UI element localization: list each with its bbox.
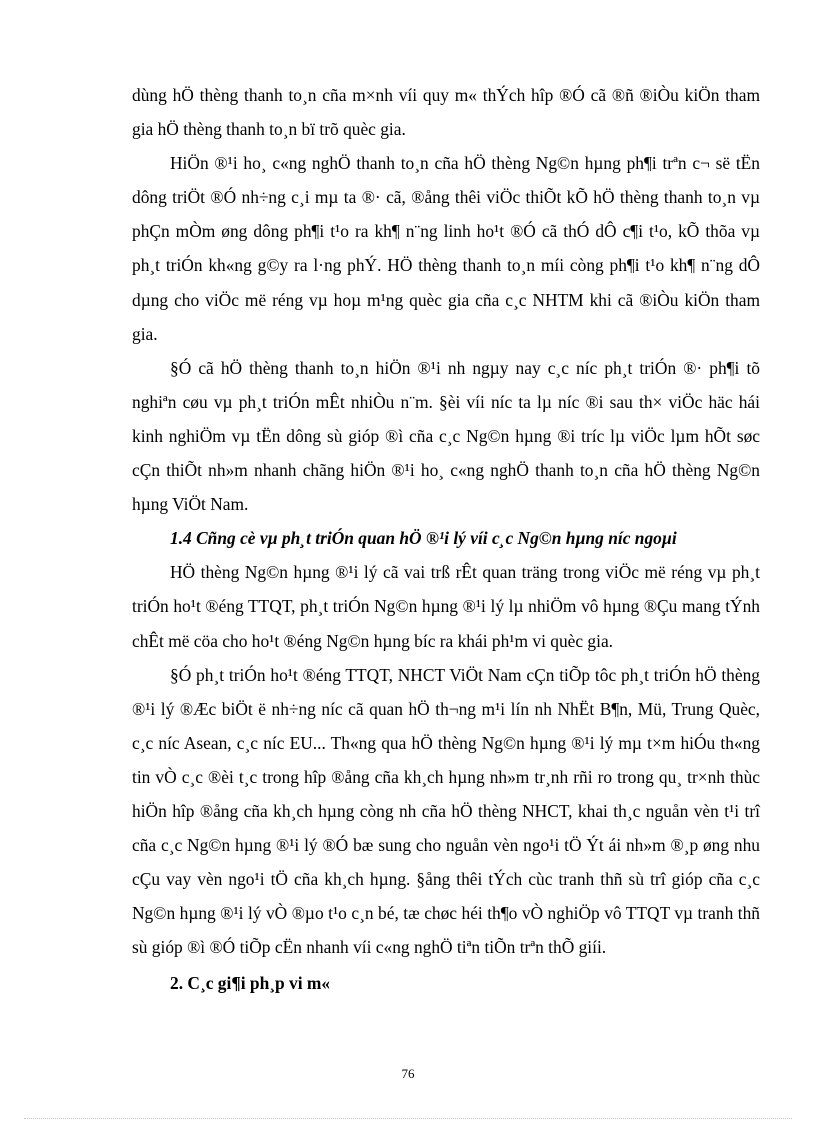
paragraph: §Ó ph¸t triÓn ho¹t ®éng TTQT, NHCT ViÖt Nam cÇn tiÕp tôc ph¸t triÓn hÖ thèng ®¹i lý ®Æc biÖt ë nh÷ng níc cã quan hÖ th¬ng m¹i lín nh NhËt B¶n, Mü, Trung Quèc, c¸c níc Asean, c¸c níc EU... Th«ng qua hÖ thèng Ng©n hµng ®¹i lý mµ t×m hiÓu th«ng tin vÒ c¸c ®èi t¸c trong hîp ®ång cña kh¸ch hµng nh»m tr¸nh rñi ro trong qu¸ tr×nh thùc hiÖn hîp ®ång cña kh¸ch hµng còng nh cña hÖ thèng NHCT, khai th¸c nguån vèn t¹i trî cña c¸c Ng©n hµng ®¹i lý ®Ó bæ sung cho nguån vèn ngo¹i tÖ Ýt ái nh»m ®¸p øng nhu cÇu vay vèn ngo¹i tÖ cña kh¸ch hµng. §ång thêi tÝch cùc tranh thñ sù trî gióp cña c¸c Ng©n hµng ®¹i lý vÒ ®µo t¹o c¸n bé, tæ chøc héi th¶o vÒ nghiÖp vô TTQT vµ tranh thñ sù gióp ®ì ®Ó tiÕp cËn nhanh víi c«ng nghÖ tiªn tiÕn trªn thÕ giíi.	[132, 664, 760, 958]
paragraph: §Ó cã hÖ thèng thanh to¸n hiÖn ®¹i nh ngµy nay c¸c níc ph¸t triÓn ®· ph¶i tõ nghiªn cøu vµ ph¸t triÓn mÊt nhiÒu n¨m. §èi víi níc ta lµ níc ®i sau th× viÖc häc hái kinh nghiÖm vµ tËn dông sù gióp ®ì cña c¸c Ng©n hµng ®i tríc lµ viÖc lµm hÕt søc cÇn thiÕt nh»m nhanh chãng hiÖn ®¹i ho¸ c«ng nghÖ thanh to¸n cña hÖ thèng Ng©n hµng ViÖt Nam.	[132, 357, 760, 515]
subheading: 2. C¸c gi¶i ph¸p vi m«	[170, 973, 331, 994]
section-heading: 1.4 Cñng cè vµ ph¸t triÓn quan hÖ ®¹i lý víi c¸c Ng©n hµng níc ngoµi	[170, 528, 677, 549]
paragraph: HiÖn ®¹i ho¸ c«ng nghÖ thanh to¸n cña hÖ thèng Ng©n hµng ph¶i trªn c¬ së tËn dông triÖt ®Ó nh÷ng c¸i mµ ta ®· cã, ®ång thêi viÖc thiÕt kÕ hÖ thèng thanh to¸n vµ phÇn mÒm øng dông ph¶i t¹o ra kh¶ n¨ng linh ho¹t ®Ó cã thÓ dÔ c¶i t¹o, kÕ thõa vµ ph¸t triÓn kh«ng g©y ra l·ng phÝ. HÖ thèng thanh to¸n míi còng ph¶i t¹o kh¶ n¨ng dÔ dµng cho viÖc më réng vµ hoµ m¹ng quèc gia cña c¸c NHTM khi cã ®iÒu kiÖn tham gia.	[132, 153, 760, 344]
paragraph-continued: dùng hÖ thèng thanh to¸n cña m×nh víi quy m« thÝch hîp ®Ó cã ®ñ ®iÒu kiÖn tham gia hÖ thèng thanh to¸n bï trõ quèc gia.	[132, 85, 760, 140]
page-number: 76	[401, 1066, 415, 1081]
paragraph: HÖ thèng Ng©n hµng ®¹i lý cã vai trß rÊt quan träng trong viÖc më réng vµ ph¸t triÓn ho¹t ®éng TTQT, ph¸t triÓn Ng©n hµng ®¹i lý lµ nhiÖm vô hµng ®Çu mang tÝnh chÊt më cöa cho ho¹t ®éng Ng©n hµng bíc ra khái ph¹m vi quèc gia.	[132, 562, 760, 651]
page-bottom-rule	[24, 1118, 792, 1119]
body-text	[132, 78, 760, 1001]
